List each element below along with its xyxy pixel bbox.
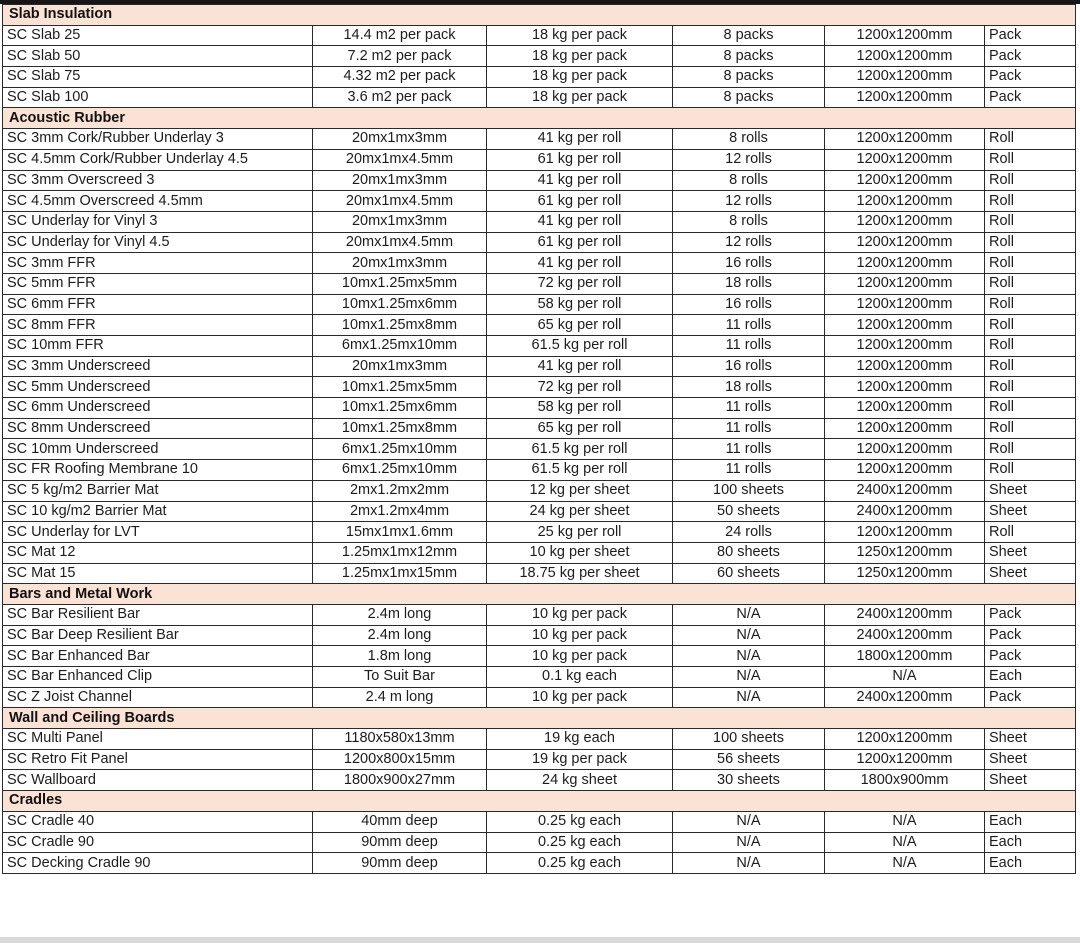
- cell-pallet-quantity: 8 rolls: [673, 170, 825, 191]
- cell-weight: 61 kg per roll: [487, 191, 673, 212]
- cell-pallet-quantity: N/A: [673, 811, 825, 832]
- cell-size: 2.4m long: [313, 604, 487, 625]
- cell-size: 10mx1.25mx5mm: [313, 273, 487, 294]
- cell-pallet-quantity: 30 sheets: [673, 770, 825, 791]
- cell-pallet-quantity: 16 rolls: [673, 253, 825, 274]
- cell-unit: Sheet: [985, 542, 1076, 563]
- cell-pallet-quantity: 56 sheets: [673, 749, 825, 770]
- table-row: [3, 749, 1076, 770]
- cell-product-name: SC 8mm FFR: [3, 315, 313, 336]
- bottom-gray-strip: [0, 937, 1080, 943]
- cell-pallet-quantity: 11 rolls: [673, 439, 825, 460]
- cell-size: 3.6 m2 per pack: [313, 87, 487, 108]
- cell-product-name: SC 10 kg/m2 Barrier Mat: [3, 501, 313, 522]
- cell-unit: Pack: [985, 25, 1076, 46]
- cell-pallet-quantity: 24 rolls: [673, 522, 825, 543]
- cell-pallet-quantity: 8 rolls: [673, 129, 825, 150]
- cell-pallet-size: 1200x1200mm: [825, 273, 985, 294]
- cell-weight: 0.1 kg each: [487, 667, 673, 688]
- table-row: [3, 625, 1076, 646]
- cell-weight: 24 kg per sheet: [487, 501, 673, 522]
- cell-weight: 18 kg per pack: [487, 67, 673, 88]
- cell-product-name: SC 6mm FFR: [3, 294, 313, 315]
- cell-weight: 10 kg per pack: [487, 625, 673, 646]
- cell-pallet-quantity: N/A: [673, 667, 825, 688]
- cell-product-name: SC Underlay for Vinyl 4.5: [3, 232, 313, 253]
- cell-weight: 18 kg per pack: [487, 46, 673, 67]
- cell-pallet-quantity: 8 packs: [673, 25, 825, 46]
- cell-pallet-quantity: 100 sheets: [673, 480, 825, 501]
- cell-pallet-quantity: 12 rolls: [673, 191, 825, 212]
- cell-pallet-size: 1200x1200mm: [825, 87, 985, 108]
- cell-size: 10mx1.25mx6mm: [313, 294, 487, 315]
- cell-pallet-quantity: 11 rolls: [673, 460, 825, 481]
- cell-pallet-size: N/A: [825, 832, 985, 853]
- cell-product-name: SC 10mm FFR: [3, 336, 313, 357]
- cell-product-name: SC 10mm Underscreed: [3, 439, 313, 460]
- table-row: [3, 522, 1076, 543]
- cell-unit: Roll: [985, 377, 1076, 398]
- cell-unit: Each: [985, 832, 1076, 853]
- cell-product-name: SC 3mm Cork/Rubber Underlay 3: [3, 129, 313, 150]
- cell-pallet-size: 1200x1200mm: [825, 149, 985, 170]
- cell-weight: 61 kg per roll: [487, 232, 673, 253]
- cell-product-name: SC Underlay for Vinyl 3: [3, 211, 313, 232]
- product-spec-table: [2, 4, 1076, 874]
- cell-pallet-size: 1200x1200mm: [825, 460, 985, 481]
- cell-size: 2mx1.2mx2mm: [313, 480, 487, 501]
- cell-size: 90mm deep: [313, 853, 487, 874]
- cell-pallet-size: 1200x1200mm: [825, 336, 985, 357]
- cell-weight: 41 kg per roll: [487, 211, 673, 232]
- cell-pallet-size: 1200x1200mm: [825, 129, 985, 150]
- table-row: [3, 418, 1076, 439]
- cell-pallet-size: 2400x1200mm: [825, 501, 985, 522]
- cell-product-name: SC Multi Panel: [3, 729, 313, 750]
- cell-size: 10mx1.25mx8mm: [313, 315, 487, 336]
- cell-unit: Roll: [985, 315, 1076, 336]
- cell-size: 20mx1mx4.5mm: [313, 191, 487, 212]
- cell-product-name: SC Retro Fit Panel: [3, 749, 313, 770]
- cell-size: 90mm deep: [313, 832, 487, 853]
- table-row: [3, 687, 1076, 708]
- cell-pallet-size: 1200x1200mm: [825, 25, 985, 46]
- cell-pallet-size: 1200x1200mm: [825, 729, 985, 750]
- cell-pallet-size: 1250x1200mm: [825, 542, 985, 563]
- cell-product-name: SC 5mm FFR: [3, 273, 313, 294]
- cell-pallet-size: 1200x1200mm: [825, 418, 985, 439]
- cell-size: 20mx1mx4.5mm: [313, 149, 487, 170]
- cell-size: 10mx1.25mx5mm: [313, 377, 487, 398]
- table-row: [3, 377, 1076, 398]
- cell-pallet-quantity: 8 packs: [673, 67, 825, 88]
- cell-pallet-quantity: 60 sheets: [673, 563, 825, 584]
- cell-size: 20mx1mx3mm: [313, 129, 487, 150]
- table-row: [3, 604, 1076, 625]
- cell-product-name: SC Bar Enhanced Clip: [3, 667, 313, 688]
- cell-unit: Sheet: [985, 563, 1076, 584]
- cell-size: 6mx1.25mx10mm: [313, 460, 487, 481]
- cell-weight: 0.25 kg each: [487, 853, 673, 874]
- cell-size: 6mx1.25mx10mm: [313, 439, 487, 460]
- cell-pallet-size: 1200x1200mm: [825, 749, 985, 770]
- table-row: [3, 315, 1076, 336]
- cell-pallet-quantity: 18 rolls: [673, 273, 825, 294]
- cell-pallet-size: 2400x1200mm: [825, 604, 985, 625]
- cell-pallet-size: 1200x1200mm: [825, 191, 985, 212]
- cell-pallet-size: 1200x1200mm: [825, 232, 985, 253]
- cell-unit: Roll: [985, 211, 1076, 232]
- cell-product-name: SC Cradle 40: [3, 811, 313, 832]
- section-row: [3, 708, 1076, 729]
- cell-weight: 10 kg per sheet: [487, 542, 673, 563]
- section-title: Wall and Ceiling Boards: [3, 708, 1076, 729]
- cell-pallet-size: 1200x1200mm: [825, 211, 985, 232]
- cell-pallet-size: 1250x1200mm: [825, 563, 985, 584]
- table-row: [3, 811, 1076, 832]
- cell-weight: 58 kg per roll: [487, 294, 673, 315]
- cell-size: 20mx1mx3mm: [313, 356, 487, 377]
- cell-product-name: SC Wallboard: [3, 770, 313, 791]
- cell-pallet-size: N/A: [825, 667, 985, 688]
- cell-unit: Sheet: [985, 729, 1076, 750]
- cell-size: 14.4 m2 per pack: [313, 25, 487, 46]
- cell-weight: 41 kg per roll: [487, 356, 673, 377]
- cell-pallet-quantity: 11 rolls: [673, 315, 825, 336]
- cell-pallet-quantity: N/A: [673, 853, 825, 874]
- cell-weight: 10 kg per pack: [487, 687, 673, 708]
- cell-weight: 72 kg per roll: [487, 377, 673, 398]
- cell-pallet-size: 1200x1200mm: [825, 67, 985, 88]
- cell-unit: Roll: [985, 460, 1076, 481]
- cell-pallet-quantity: N/A: [673, 604, 825, 625]
- cell-pallet-quantity: 8 packs: [673, 87, 825, 108]
- cell-pallet-size: 1200x1200mm: [825, 377, 985, 398]
- cell-weight: 61.5 kg per roll: [487, 460, 673, 481]
- cell-product-name: SC 3mm Overscreed 3: [3, 170, 313, 191]
- cell-unit: Roll: [985, 170, 1076, 191]
- cell-weight: 61.5 kg per roll: [487, 439, 673, 460]
- table-row: [3, 501, 1076, 522]
- section-title: Cradles: [3, 791, 1076, 812]
- section-row: [3, 5, 1076, 26]
- table-row: [3, 67, 1076, 88]
- cell-size: 2.4 m long: [313, 687, 487, 708]
- section-title: Slab Insulation: [3, 5, 1076, 26]
- cell-unit: Roll: [985, 253, 1076, 274]
- section-title: Acoustic Rubber: [3, 108, 1076, 129]
- cell-weight: 61.5 kg per roll: [487, 336, 673, 357]
- cell-unit: Sheet: [985, 749, 1076, 770]
- cell-product-name: SC Bar Enhanced Bar: [3, 646, 313, 667]
- cell-product-name: SC Slab 100: [3, 87, 313, 108]
- table-row: [3, 770, 1076, 791]
- cell-pallet-size: 1200x1200mm: [825, 356, 985, 377]
- cell-unit: Pack: [985, 687, 1076, 708]
- cell-unit: Pack: [985, 646, 1076, 667]
- table-row: [3, 253, 1076, 274]
- cell-product-name: SC Decking Cradle 90: [3, 853, 313, 874]
- section-row: [3, 791, 1076, 812]
- cell-size: 7.2 m2 per pack: [313, 46, 487, 67]
- cell-unit: Roll: [985, 336, 1076, 357]
- cell-unit: Sheet: [985, 770, 1076, 791]
- cell-pallet-quantity: 11 rolls: [673, 398, 825, 419]
- cell-pallet-quantity: 16 rolls: [673, 356, 825, 377]
- table-row: [3, 398, 1076, 419]
- cell-size: 4.32 m2 per pack: [313, 67, 487, 88]
- cell-size: To Suit Bar: [313, 667, 487, 688]
- cell-unit: Pack: [985, 604, 1076, 625]
- cell-weight: 58 kg per roll: [487, 398, 673, 419]
- table-row: [3, 832, 1076, 853]
- table-row: [3, 87, 1076, 108]
- cell-pallet-size: 1200x1200mm: [825, 522, 985, 543]
- cell-pallet-quantity: N/A: [673, 646, 825, 667]
- section-title: Bars and Metal Work: [3, 584, 1076, 605]
- cell-weight: 19 kg each: [487, 729, 673, 750]
- cell-pallet-size: 1200x1200mm: [825, 439, 985, 460]
- cell-size: 1.8m long: [313, 646, 487, 667]
- cell-product-name: SC 8mm Underscreed: [3, 418, 313, 439]
- cell-unit: Roll: [985, 439, 1076, 460]
- cell-weight: 24 kg sheet: [487, 770, 673, 791]
- cell-pallet-quantity: 8 rolls: [673, 211, 825, 232]
- cell-product-name: SC 6mm Underscreed: [3, 398, 313, 419]
- table-row: [3, 356, 1076, 377]
- cell-size: 10mx1.25mx8mm: [313, 418, 487, 439]
- cell-weight: 18.75 kg per sheet: [487, 563, 673, 584]
- cell-pallet-quantity: 11 rolls: [673, 418, 825, 439]
- cell-pallet-size: N/A: [825, 853, 985, 874]
- cell-pallet-size: 2400x1200mm: [825, 687, 985, 708]
- cell-unit: Each: [985, 853, 1076, 874]
- table-row: [3, 294, 1076, 315]
- table-row: [3, 542, 1076, 563]
- cell-size: 40mm deep: [313, 811, 487, 832]
- cell-unit: Each: [985, 667, 1076, 688]
- cell-unit: Roll: [985, 522, 1076, 543]
- cell-size: 1200x800x15mm: [313, 749, 487, 770]
- cell-unit: Pack: [985, 625, 1076, 646]
- cell-size: 1180x580x13mm: [313, 729, 487, 750]
- cell-pallet-quantity: 16 rolls: [673, 294, 825, 315]
- cell-unit: Pack: [985, 87, 1076, 108]
- cell-product-name: SC Mat 12: [3, 542, 313, 563]
- cell-unit: Roll: [985, 149, 1076, 170]
- table-row: [3, 25, 1076, 46]
- cell-pallet-quantity: N/A: [673, 832, 825, 853]
- cell-unit: Each: [985, 811, 1076, 832]
- table-row: [3, 480, 1076, 501]
- cell-pallet-quantity: 100 sheets: [673, 729, 825, 750]
- cell-size: 1.25mx1mx15mm: [313, 563, 487, 584]
- cell-product-name: SC Slab 75: [3, 67, 313, 88]
- cell-product-name: SC Cradle 90: [3, 832, 313, 853]
- cell-size: 1800x900x27mm: [313, 770, 487, 791]
- cell-pallet-quantity: 18 rolls: [673, 377, 825, 398]
- cell-pallet-quantity: N/A: [673, 687, 825, 708]
- cell-unit: Roll: [985, 273, 1076, 294]
- table-row: [3, 563, 1076, 584]
- cell-unit: Pack: [985, 46, 1076, 67]
- cell-unit: Roll: [985, 232, 1076, 253]
- cell-weight: 0.25 kg each: [487, 811, 673, 832]
- cell-weight: 10 kg per pack: [487, 604, 673, 625]
- cell-product-name: SC 3mm FFR: [3, 253, 313, 274]
- cell-pallet-size: N/A: [825, 811, 985, 832]
- cell-size: 20mx1mx3mm: [313, 211, 487, 232]
- table-row: [3, 191, 1076, 212]
- cell-weight: 10 kg per pack: [487, 646, 673, 667]
- cell-weight: 18 kg per pack: [487, 25, 673, 46]
- cell-product-name: SC Z Joist Channel: [3, 687, 313, 708]
- cell-size: 6mx1.25mx10mm: [313, 336, 487, 357]
- cell-pallet-size: 1200x1200mm: [825, 294, 985, 315]
- cell-size: 2.4m long: [313, 625, 487, 646]
- cell-pallet-quantity: 12 rolls: [673, 232, 825, 253]
- cell-weight: 19 kg per pack: [487, 749, 673, 770]
- cell-weight: 0.25 kg each: [487, 832, 673, 853]
- cell-pallet-size: 2400x1200mm: [825, 480, 985, 501]
- table-row: [3, 149, 1076, 170]
- cell-weight: 12 kg per sheet: [487, 480, 673, 501]
- cell-pallet-size: 1800x1200mm: [825, 646, 985, 667]
- cell-weight: 41 kg per roll: [487, 253, 673, 274]
- cell-unit: Sheet: [985, 501, 1076, 522]
- cell-product-name: SC 3mm Underscreed: [3, 356, 313, 377]
- cell-product-name: SC Bar Resilient Bar: [3, 604, 313, 625]
- table-row: [3, 211, 1076, 232]
- cell-product-name: SC Bar Deep Resilient Bar: [3, 625, 313, 646]
- section-row: [3, 584, 1076, 605]
- cell-pallet-quantity: 12 rolls: [673, 149, 825, 170]
- cell-pallet-quantity: 11 rolls: [673, 336, 825, 357]
- table-row: [3, 646, 1076, 667]
- cell-product-name: SC Slab 50: [3, 46, 313, 67]
- cell-pallet-quantity: 80 sheets: [673, 542, 825, 563]
- table-row: [3, 439, 1076, 460]
- table-row: [3, 232, 1076, 253]
- table-row: [3, 667, 1076, 688]
- cell-size: 20mx1mx4.5mm: [313, 232, 487, 253]
- cell-size: 2mx1.2mx4mm: [313, 501, 487, 522]
- cell-pallet-size: 2400x1200mm: [825, 625, 985, 646]
- table-row: [3, 46, 1076, 67]
- cell-unit: Pack: [985, 67, 1076, 88]
- cell-product-name: SC 5mm Underscreed: [3, 377, 313, 398]
- cell-product-name: SC Underlay for LVT: [3, 522, 313, 543]
- cell-unit: Roll: [985, 418, 1076, 439]
- cell-size: 1.25mx1mx12mm: [313, 542, 487, 563]
- cell-pallet-quantity: 8 packs: [673, 46, 825, 67]
- cell-pallet-size: 1200x1200mm: [825, 46, 985, 67]
- cell-weight: 61 kg per roll: [487, 149, 673, 170]
- table-row: [3, 853, 1076, 874]
- cell-pallet-quantity: 50 sheets: [673, 501, 825, 522]
- cell-weight: 41 kg per roll: [487, 170, 673, 191]
- cell-product-name: SC 4.5mm Cork/Rubber Underlay 4.5: [3, 149, 313, 170]
- product-table-body: [3, 5, 1076, 874]
- cell-unit: Roll: [985, 356, 1076, 377]
- cell-pallet-size: 1200x1200mm: [825, 398, 985, 419]
- cell-size: 15mx1mx1.6mm: [313, 522, 487, 543]
- cell-weight: 41 kg per roll: [487, 129, 673, 150]
- cell-unit: Roll: [985, 129, 1076, 150]
- cell-unit: Roll: [985, 294, 1076, 315]
- section-row: [3, 108, 1076, 129]
- table-row: [3, 336, 1076, 357]
- cell-unit: Sheet: [985, 480, 1076, 501]
- table-row: [3, 729, 1076, 750]
- cell-weight: 18 kg per pack: [487, 87, 673, 108]
- cell-pallet-size: 1200x1200mm: [825, 315, 985, 336]
- cell-product-name: SC FR Roofing Membrane 10: [3, 460, 313, 481]
- cell-product-name: SC Slab 25: [3, 25, 313, 46]
- cell-weight: 65 kg per roll: [487, 315, 673, 336]
- cell-size: 20mx1mx3mm: [313, 170, 487, 191]
- cell-pallet-size: 1200x1200mm: [825, 170, 985, 191]
- table-row: [3, 170, 1076, 191]
- cell-pallet-size: 1200x1200mm: [825, 253, 985, 274]
- table-row: [3, 273, 1076, 294]
- cell-pallet-size: 1800x900mm: [825, 770, 985, 791]
- table-row: [3, 129, 1076, 150]
- cell-weight: 25 kg per roll: [487, 522, 673, 543]
- cell-product-name: SC 5 kg/m2 Barrier Mat: [3, 480, 313, 501]
- table-row: [3, 460, 1076, 481]
- cell-size: 20mx1mx3mm: [313, 253, 487, 274]
- cell-unit: Roll: [985, 191, 1076, 212]
- cell-pallet-quantity: N/A: [673, 625, 825, 646]
- cell-size: 10mx1.25mx6mm: [313, 398, 487, 419]
- cell-weight: 72 kg per roll: [487, 273, 673, 294]
- cell-product-name: SC 4.5mm Overscreed 4.5mm: [3, 191, 313, 212]
- cell-unit: Roll: [985, 398, 1076, 419]
- cell-weight: 65 kg per roll: [487, 418, 673, 439]
- cell-product-name: SC Mat 15: [3, 563, 313, 584]
